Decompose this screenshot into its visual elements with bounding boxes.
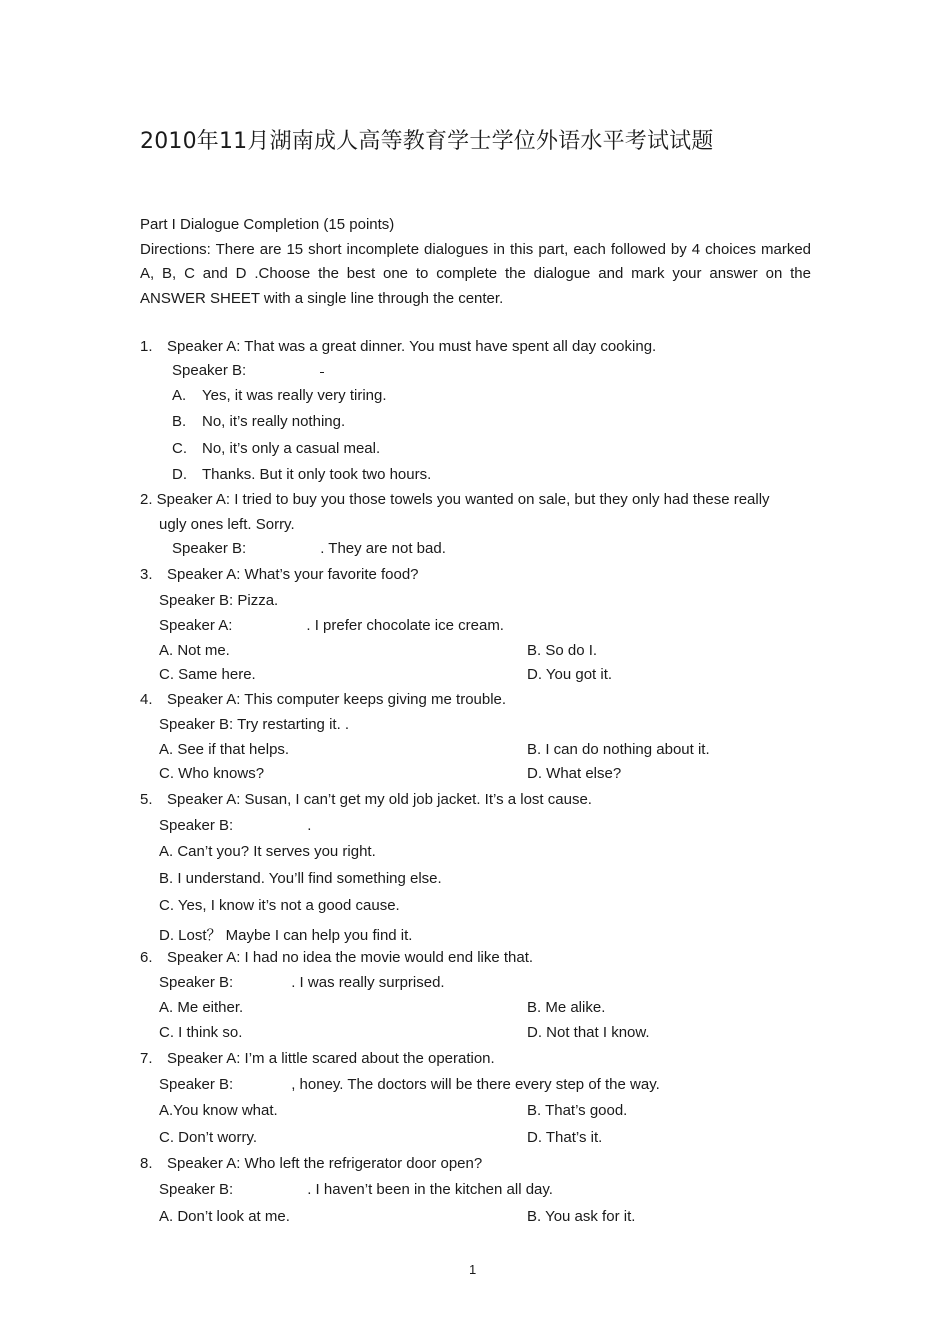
option-a: A.You know what. — [159, 1102, 278, 1119]
question-4-speaker-a: 4. Speaker A: This computer keeps giving me trouble. — [140, 691, 507, 708]
option-d: D. That’s it. — [527, 1129, 603, 1146]
question-4-speaker-b: Speaker B: Try restarting it. . — [159, 716, 350, 733]
option-a: A. Can’t you? It serves you right. — [159, 843, 376, 860]
option-b: B. Me alike. — [527, 999, 606, 1016]
option-d: D. Thanks. But it only took two hours. — [172, 466, 432, 483]
option-c: C. I think so. — [159, 1024, 243, 1041]
option-d: D. Not that I know. — [527, 1024, 650, 1041]
question-number: 1. — [140, 338, 153, 355]
directions-line-3: ANSWER SHEET with a single line through the center. — [140, 290, 504, 307]
question-7-speaker-b: Speaker B: , honey. The doctors will be there every step of the way. — [159, 1076, 660, 1093]
option-a: A. Me either. — [159, 999, 244, 1016]
option-a: A. Don’t look at me. — [159, 1208, 290, 1225]
option-a: A. Not me. — [159, 642, 230, 659]
directions-line-2: A, B, C and D .Choose the best one to complete the dialogue and mark your answer on the — [140, 265, 811, 282]
question-number: 7. — [140, 1050, 153, 1067]
option-b: B. So do I. — [527, 642, 598, 659]
part-heading: Part I Dialogue Completion (15 points) — [140, 216, 395, 233]
option-b: B. You ask for it. — [527, 1208, 636, 1225]
option-c: C. Don’t worry. — [159, 1129, 258, 1146]
question-8-speaker-a: 8. Speaker A: Who left the refrigerator door open? — [140, 1155, 483, 1172]
option-d: D. You got it. — [527, 666, 613, 683]
question-number: 6. — [140, 949, 153, 966]
question-1-speaker-a: 1. Speaker A: That was a great dinner. You must have spent all day cooking. — [140, 338, 657, 355]
question-3-speaker-b: Speaker B: Pizza. — [159, 592, 279, 609]
question-6-speaker-a: 6. Speaker A: I had no idea the movie would end like that. — [140, 949, 534, 966]
option-c: C. Same here. — [159, 666, 256, 683]
document-title: 2010年11月湖南成人高等教育学士学位外语水平考试试题 — [140, 129, 714, 154]
question-3-speaker-a: 3. Speaker A: What’s your favorite food? — [140, 566, 419, 583]
option-b: B. I understand. You’ll find something else. — [159, 870, 442, 887]
option-b: B. That’s good. — [527, 1102, 628, 1119]
question-number: 5. — [140, 791, 153, 808]
question-2-speaker-a: 2. Speaker A: I tried to buy you those towels you wanted on sale, but they only had these really — [140, 491, 770, 508]
question-1-speaker-b: Speaker B: — [172, 362, 247, 379]
question-number: 8. — [140, 1155, 153, 1172]
option-a: A. See if that helps. — [159, 741, 290, 758]
question-5-speaker-a: 5. Speaker A: Susan, I can’t get my old job jacket. It’s a lost cause. — [140, 791, 592, 808]
option-d: D. Lost？ Maybe I can help you find it. — [159, 927, 413, 944]
question-2-speaker-b: Speaker B: . They are not bad. — [172, 540, 446, 557]
page-number: 1 — [469, 1262, 477, 1277]
option-c: C. No, it’s only a casual meal. — [172, 440, 381, 457]
option-c: C. Who knows? — [159, 765, 265, 782]
question-number: 3. — [140, 566, 153, 583]
option-b: B. I can do nothing about it. — [527, 741, 710, 758]
question-7-speaker-a: 7. Speaker A: I’m a little scared about the operation. — [140, 1050, 495, 1067]
question-6-speaker-b: Speaker B: . I was really surprised. — [159, 974, 445, 991]
option-d: D. What else? — [527, 765, 622, 782]
option-c: C. Yes, I know it’s not a good cause. — [159, 897, 400, 914]
question-8-speaker-b: Speaker B: . I haven’t been in the kitchen all day. — [159, 1181, 553, 1198]
question-number: 4. — [140, 691, 153, 708]
question-5-speaker-b: Speaker B: . — [159, 817, 312, 834]
option-b: B. No, it’s really nothing. — [172, 413, 346, 430]
question-3-speaker-a-2: Speaker A: . I prefer chocolate ice cream. — [159, 617, 504, 634]
question-2-speaker-a-cont: ugly ones left. Sorry. — [159, 516, 295, 533]
option-a: A. Yes, it was really very tiring. — [172, 387, 387, 404]
directions-line-1: Directions: There are 15 short incomplete dialogues in this part, each followed by 4 choices marked — [140, 241, 811, 258]
